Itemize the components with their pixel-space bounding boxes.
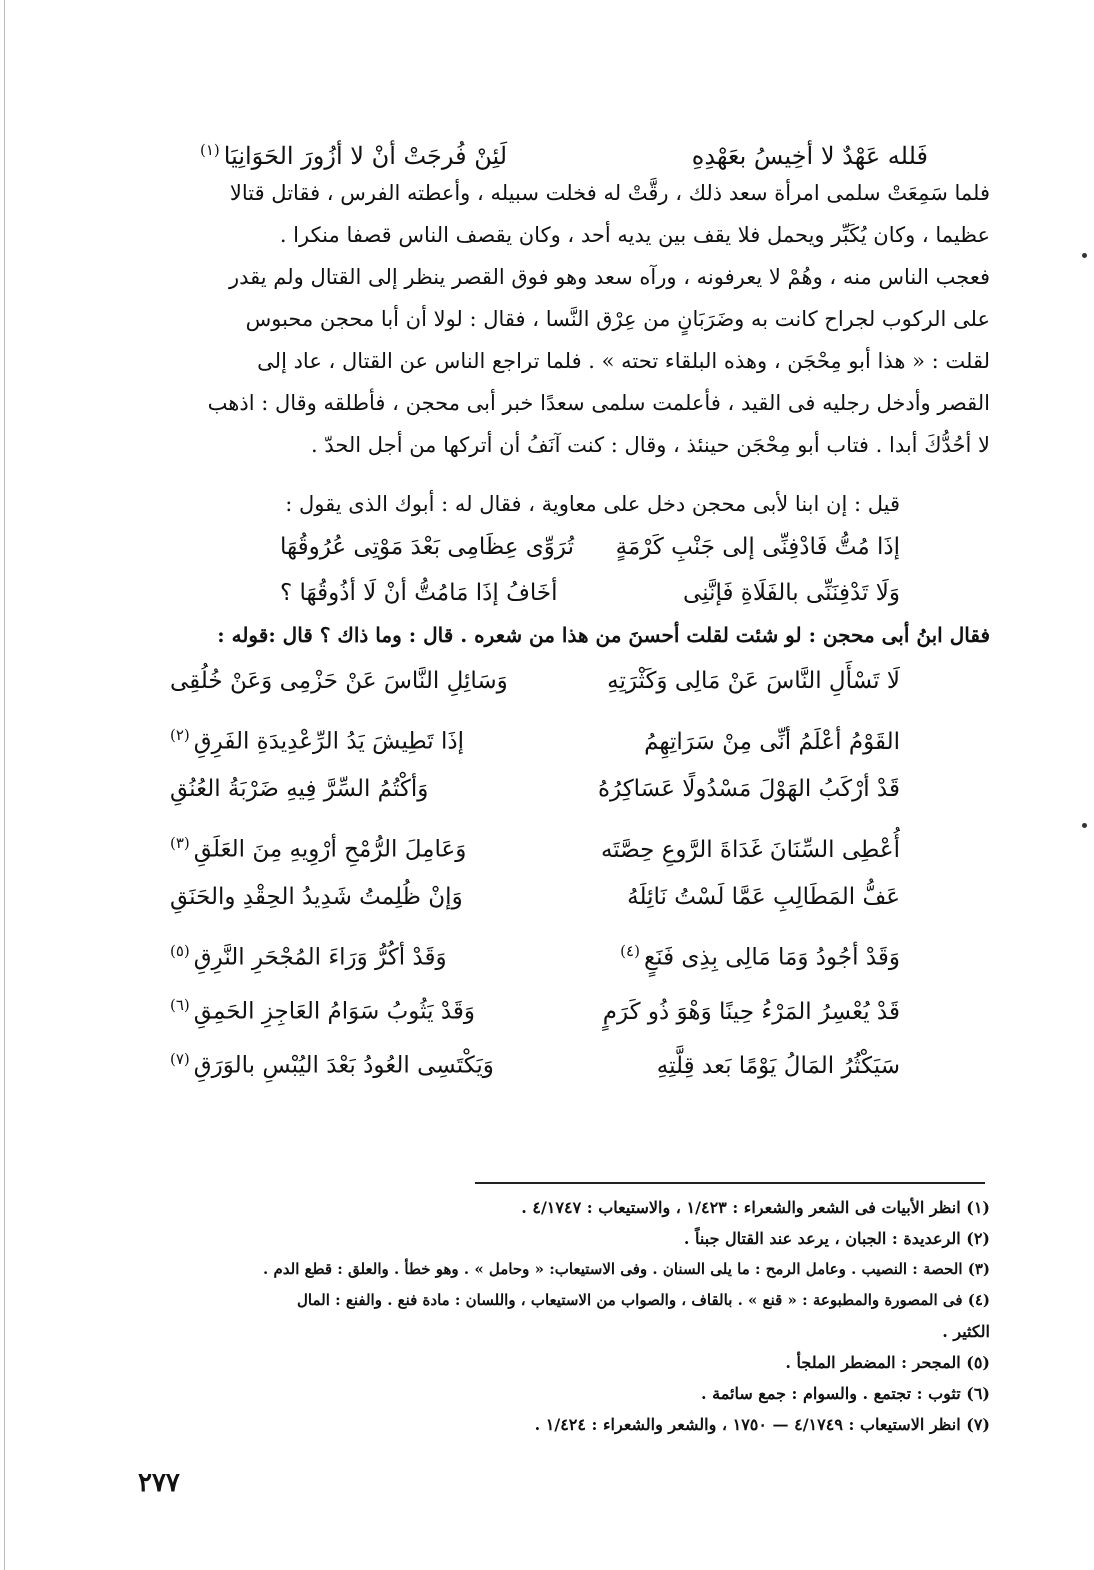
margin-mark: [1082, 823, 1087, 828]
prose-line: على الركوب لجراح كانت به وضَرَبَانٍ من عِرْق النَّسا ، فقال : لولا أن أبا محجن محبوس: [245, 307, 990, 331]
prose-line: لقلت : « هذا أبو مِحْجَن ، وهذه البلقاء تحته » . فلما تراجع الناس عن القتال ، عاد إلى: [257, 349, 990, 373]
verse-hemistich-right: وَقَدْ أجُودُ وَمَا مَالِى بِذِى فَنَعٍ$^{(٤)}$: [620, 942, 900, 971]
footnote-separator: [475, 1182, 985, 1184]
footnote: (٦) تثوب : تجتمع . والسوام : جمع سائمة .: [701, 1384, 990, 1403]
verse-hemistich-left: وَقَدْ يَثُوبُ سَوَامُ العَاجِزِ الحَمِقِ$^{(٦)}$: [170, 996, 475, 1025]
verse-hemistich-left: لَئِنْ فُرجَتْ أنْ لا أزُورَ الحَوَانِيَا$^{(١)}$: [200, 141, 508, 170]
footnote-ref: (٦): [170, 996, 190, 1014]
footnote-ref: (٤): [620, 942, 640, 960]
prose-line: فعجب الناس منه ، وهُمْ لا يعرفونه ، ورآه سعد وهو فوق القصر ينظر إلى القتال ولم يقدر: [228, 265, 990, 289]
verse-hemistich-right: قَدْ أرْكَبُ الهَوْلَ مَسْدُولًا عَسَاكِرُهُ: [597, 776, 900, 802]
verse-hemistich-left: وَأكْتُمُ السِّرَّ فِيهِ ضَرْبَةُ العُنُقِ: [170, 776, 429, 802]
verse-hemistich-left: وَقَدْ أكُرُّ وَرَاءَ المُجْحَرِ النَّرِقِ$^{(٥)}$: [170, 942, 447, 971]
page-number: ٢٧٧: [138, 1468, 180, 1498]
lead-line: فقال ابنُ أبى محجن : لو شئت لقلت أحسنَ من هذا من شعره . قال : وما ذاك ؟ قال :قوله :: [217, 623, 990, 647]
footnote-ref: (٧): [170, 1050, 190, 1068]
verse-hemistich-right: قَدْ يُعْسِرُ المَرْءُ حِينًا وَهْوَ ذُو كَرَمٍ: [602, 998, 900, 1025]
footnote: (٧) انظر الاستيعاب : ٤/١٧٤٩ — ١٧٥٠ ، والشعر والشعراء : ١/٤٢٤ .: [534, 1415, 990, 1434]
verse: [110, 1032, 990, 1086]
prose-line: القصر وأدخل رجليه فى القيد ، فأعلمت سلمى سعدًا خبر أبى محجن ، فأطلقه وقال : اذهب: [207, 391, 990, 415]
verse-hemistich-right: أُعْطِى السِّنَانَ غَدَاةَ الرَّوعِ حِصَّتَه: [600, 836, 900, 863]
page-body: [110, 128, 990, 1086]
poem-two: [110, 654, 990, 1086]
prose-line: فلما سَمِعَتْ سلمى امرأة سعد ذلك ، رقَّتْ له فخلت سبيله ، وأعطته الفرس ، فقاتل قتالا: [229, 181, 990, 205]
footnote-ref: (١): [200, 141, 220, 159]
footnote: (٥) المجحر : المضطر الملجأ .: [785, 1353, 990, 1372]
verse: [110, 924, 990, 978]
footnote-ref: (٣): [170, 834, 190, 852]
margin-mark: [1082, 253, 1087, 258]
verse: [110, 762, 990, 816]
verse: [110, 978, 990, 1032]
verse-hemistich-left: وَعَامِلَ الرُّمْحِ أرْوِيهِ مِنَ العَلَقِ$^{(٣)}$: [170, 834, 467, 863]
verse: [110, 524, 990, 570]
verse-hemistich-right: سَيَكْثُرُ المَالُ يَوْمًا بَعد قِلَّتِهِ: [656, 1052, 900, 1079]
verse-hemistich-left: تُرَوِّى عِظَامِى بَعْدَ مَوْتِى عُرُوقُهَا: [280, 534, 575, 560]
verse-hemistich-right: عَفُّ المَطَالِبِ عَمَّا لَسْتُ نَائِلَهُ: [627, 884, 900, 910]
verse-hemistich-left: وَسَائِلِ النَّاسَ عَنْ حَزْمِى وَعَنْ خُلُقِى: [170, 668, 508, 694]
verse-hemistich-right: وَلَا تَدْفِنَنِّى بالفَلَاةِ فَإنَّنِى: [682, 580, 900, 606]
verse-hemistich-right: لَا تَسْأَلِ النَّاسَ عَنْ مَالِى وَكَثْرَتِهِ: [607, 668, 900, 694]
verse-hemistich-left: إذَا تَطِيشَ يَدُ الرِّعْدِيدَةِ الفَرِقِ$^{(٢)}$: [170, 726, 465, 755]
prose-line: عظيما ، وكان يُكَبِّر ويحمل فلا يقف بين يديه أحد ، وكان يقصف الناس قصفا منكرا .: [279, 223, 990, 247]
footnote-ref: (٥): [170, 942, 190, 960]
verse-hemistich-right: القَوْمُ أعْلَمُ أنِّى مِنْ سَرَاتِهِمُ: [644, 728, 900, 755]
footnote: (٤) فى المصورة والمطبوعة : « قنع » . بالقاف ، والصواب من الاستيعاب ، واللسان : مادة فنع . والفنع : المال: [297, 1291, 990, 1309]
footnote: (٢) الرعديدة : الجبان ، يرعد عند القتال جبناً .: [683, 1229, 990, 1248]
verse-hemistich-left: وَإنْ ظُلِمتُ شَدِيدُ الحِقْدِ والحَنَقِ: [170, 884, 463, 910]
page-edge-line: [4, 0, 5, 1570]
poem-one: [110, 524, 990, 616]
verse: [110, 570, 990, 616]
verse: [110, 870, 990, 924]
verse: [110, 654, 990, 708]
footnotes: [110, 1192, 990, 1440]
prose-line: لا أحُدُّكَ أبدا . فتاب أبو مِحْجَن حينئذ ، وقال : كنت آنَفُ أن أتركها من أجل الحدّ .: [310, 433, 990, 457]
footnote-ref: (٢): [170, 726, 190, 744]
prose-paragraph: [110, 172, 990, 466]
footnote-continuation: الكثير .: [942, 1322, 990, 1341]
top-verse: [110, 128, 990, 172]
verse: [110, 816, 990, 870]
footnote: (١) انظر الأبيات فى الشعر والشعراء : ١/٤٢٣ ، والاستيعاب : ٤/١٧٤٧ .: [521, 1198, 990, 1217]
verse-hemistich-right: فَلله عَهْدٌ لا أخِيسُ بعَهْدِهِ: [691, 142, 928, 170]
verse-hemistich-left: وَيَكْتَسِى العُودُ بَعْدَ اليُبْسِ بالوَرَقِ$^{(٧)}$: [170, 1050, 494, 1079]
footnote: (٣) الحصة : النصيب . وعامل الرمح : ما يلى السنان . وفى الاستيعاب: « وحامل » . وهو خطأ . والعلق : قطع الدم .: [263, 1260, 990, 1278]
intro-line: قيل : إن ابنا لأبى محجن دخل على معاوية ، فقال له : أبوك الذى يقول :: [285, 492, 900, 516]
verse: [110, 708, 990, 762]
verse-hemistich-right: إذَا مُتُّ فَادْفِنِّى إلى جَنْبِ كَرْمَةٍ: [615, 534, 900, 560]
verse-hemistich-left: أخَافُ إذَا مَامُتُّ أنْ لَا أذُوقُهَا ؟: [280, 580, 558, 606]
